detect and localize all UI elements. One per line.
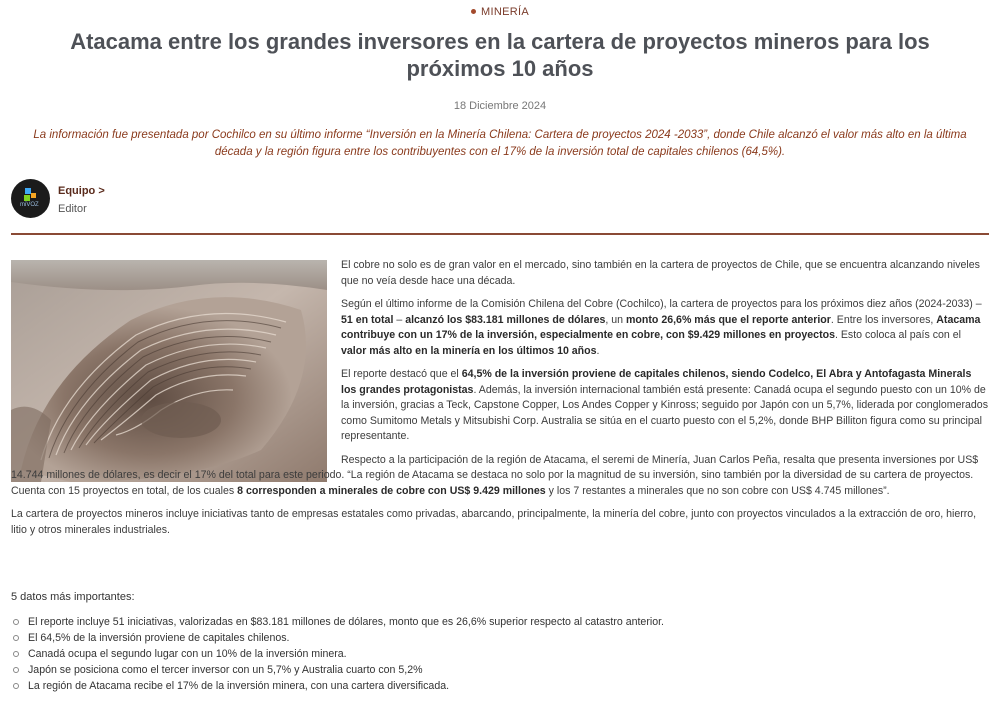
divider <box>11 233 989 235</box>
logo-mark-piece <box>31 193 36 198</box>
p4-bold: 8 corresponden a minerales de cobre con US$ 9.429 millones <box>237 484 546 497</box>
p2-text: – <box>393 313 406 326</box>
p2-bold: Atacama contribuye con un 17% de la inversión, especialmente en cobre, con $9.429 millones en proyectos <box>341 313 981 341</box>
key-facts-list <box>11 614 664 694</box>
list-item: Canadá ocupa el segundo lugar con un 10% de la inversión minera. <box>11 646 664 662</box>
paragraph-5: La cartera de proyectos mineros incluye iniciativas tanto de empresas estatales como privadas, abarcando, principalmente, la minería del cobre, junto con proyectos vinculados a la extracción de oro, hierro, litio y otros minerales industriales. <box>11 508 977 536</box>
author-avatar[interactable] <box>11 179 50 218</box>
list-item: La región de Atacama recibe el 17% de la inversión minera, con una cartera diversificada. <box>11 678 664 694</box>
list-item: El reporte incluye 51 iniciativas, valorizadas en $83.181 millones de dólares, monto que es 26,6% superior respecto al catastro anterior. <box>11 614 664 630</box>
p3-text: El reporte destacó que el <box>341 368 462 380</box>
p2-text: Según el último informe de la Comisión Chilena del Cobre (Cochilco), la cartera de proyectos para los próximos diez años (2024-2033) – <box>341 298 982 310</box>
p2-bold: alcanzó los $83.181 millones de dólares <box>405 313 606 326</box>
p2-bold: valor más alto en la minería en los últimos 10 años <box>341 344 597 357</box>
key-facts-title: 5 datos más importantes: <box>11 591 135 603</box>
article-lead: La información fue presentada por Cochilco en su último informe “Inversión en la Minería Chilena: Cartera de proyectos 2024 -2033”, donde Chile alcanzó el valor más alto en la última década y la región figura entre los contribuyentes con el 17% de la inversión total de capitales chilenos (64,5%). <box>33 129 967 158</box>
list-item: Japón se posiciona como el tercer inversor con un 5,7% y Australia cuarto con 5,2% <box>11 662 664 678</box>
p3-bold: 64,5% de la inversión proviene de capitales chilenos, siendo Codelco, El Abra y Antofagasta Minerals los grandes protagonistas <box>341 368 972 396</box>
paragraph-1: El cobre no solo es de gran valor en el mercado, sino también en la cartera de proyectos de Chile, que se encuentra alcanzando niveles que no veía desde hace una década. <box>341 259 980 287</box>
p2-bold: monto 26,6% más que el reporte anterior <box>626 313 831 326</box>
publish-date: 18 Diciembre 2024 <box>453 100 547 112</box>
p2-bold: 51 en total <box>341 313 394 326</box>
paragraph-2 <box>11 297 989 359</box>
article-body <box>11 258 989 546</box>
p2-text: , un <box>605 313 627 326</box>
article-title: Atacama entre los grandes inversores en la cartera de proyectos mineros para los próximos 10 años <box>70 29 930 81</box>
p4-text: y los 7 restantes a minerales que no son cobre con US$ 4.745 millones”. <box>545 484 890 497</box>
p4-text: Respecto a la participación de la región de Atacama, el seremi de Minería, Juan Carlos Peña, resalta que presenta inversiones por US$ 14.744 millones de dólares, es decir el 17% del total para este periodo. “La región de Atacama se destaca no solo por la magnitud de su inversión, sino también por la diversidad de su cartera de proyectos. Cuenta con 15 proyectos en total, de los cuales <box>11 453 979 497</box>
list-item: El 64,5% de la inversión proviene de capitales chilenos. <box>11 630 664 646</box>
p2-text: . Esto coloca al país con el <box>834 329 961 341</box>
category-label[interactable]: MINERÍA <box>481 6 529 18</box>
author-role: Editor <box>58 203 87 215</box>
author-name-link[interactable]: Equipo > <box>58 185 105 197</box>
bullet-dot-icon <box>471 9 476 14</box>
p3-text: . Además, la inversión internacional también está presente: Canadá ocupa el segundo puesto con un 10% de la inversión, gracias a Teck, Capstone Copper, Los Andes Copper y Kinross; seguido por Japón con un 5,7%, liderada por conglomerados como Sumitomo Metals y Mitsubishi Corp. Australia se sitúa en el cuarto puesto con el 5,2%, donde BHP Billiton figura como su principal representante. <box>341 383 988 442</box>
logo-mark-piece <box>24 195 30 201</box>
avatar-logo-text: miVOZ <box>20 202 39 208</box>
paragraph-4 <box>11 453 989 500</box>
p2-text: . <box>596 344 600 357</box>
category-tag[interactable] <box>0 6 1000 18</box>
paragraph-3 <box>11 367 989 445</box>
p2-text: . Entre los inversores, <box>830 313 937 326</box>
